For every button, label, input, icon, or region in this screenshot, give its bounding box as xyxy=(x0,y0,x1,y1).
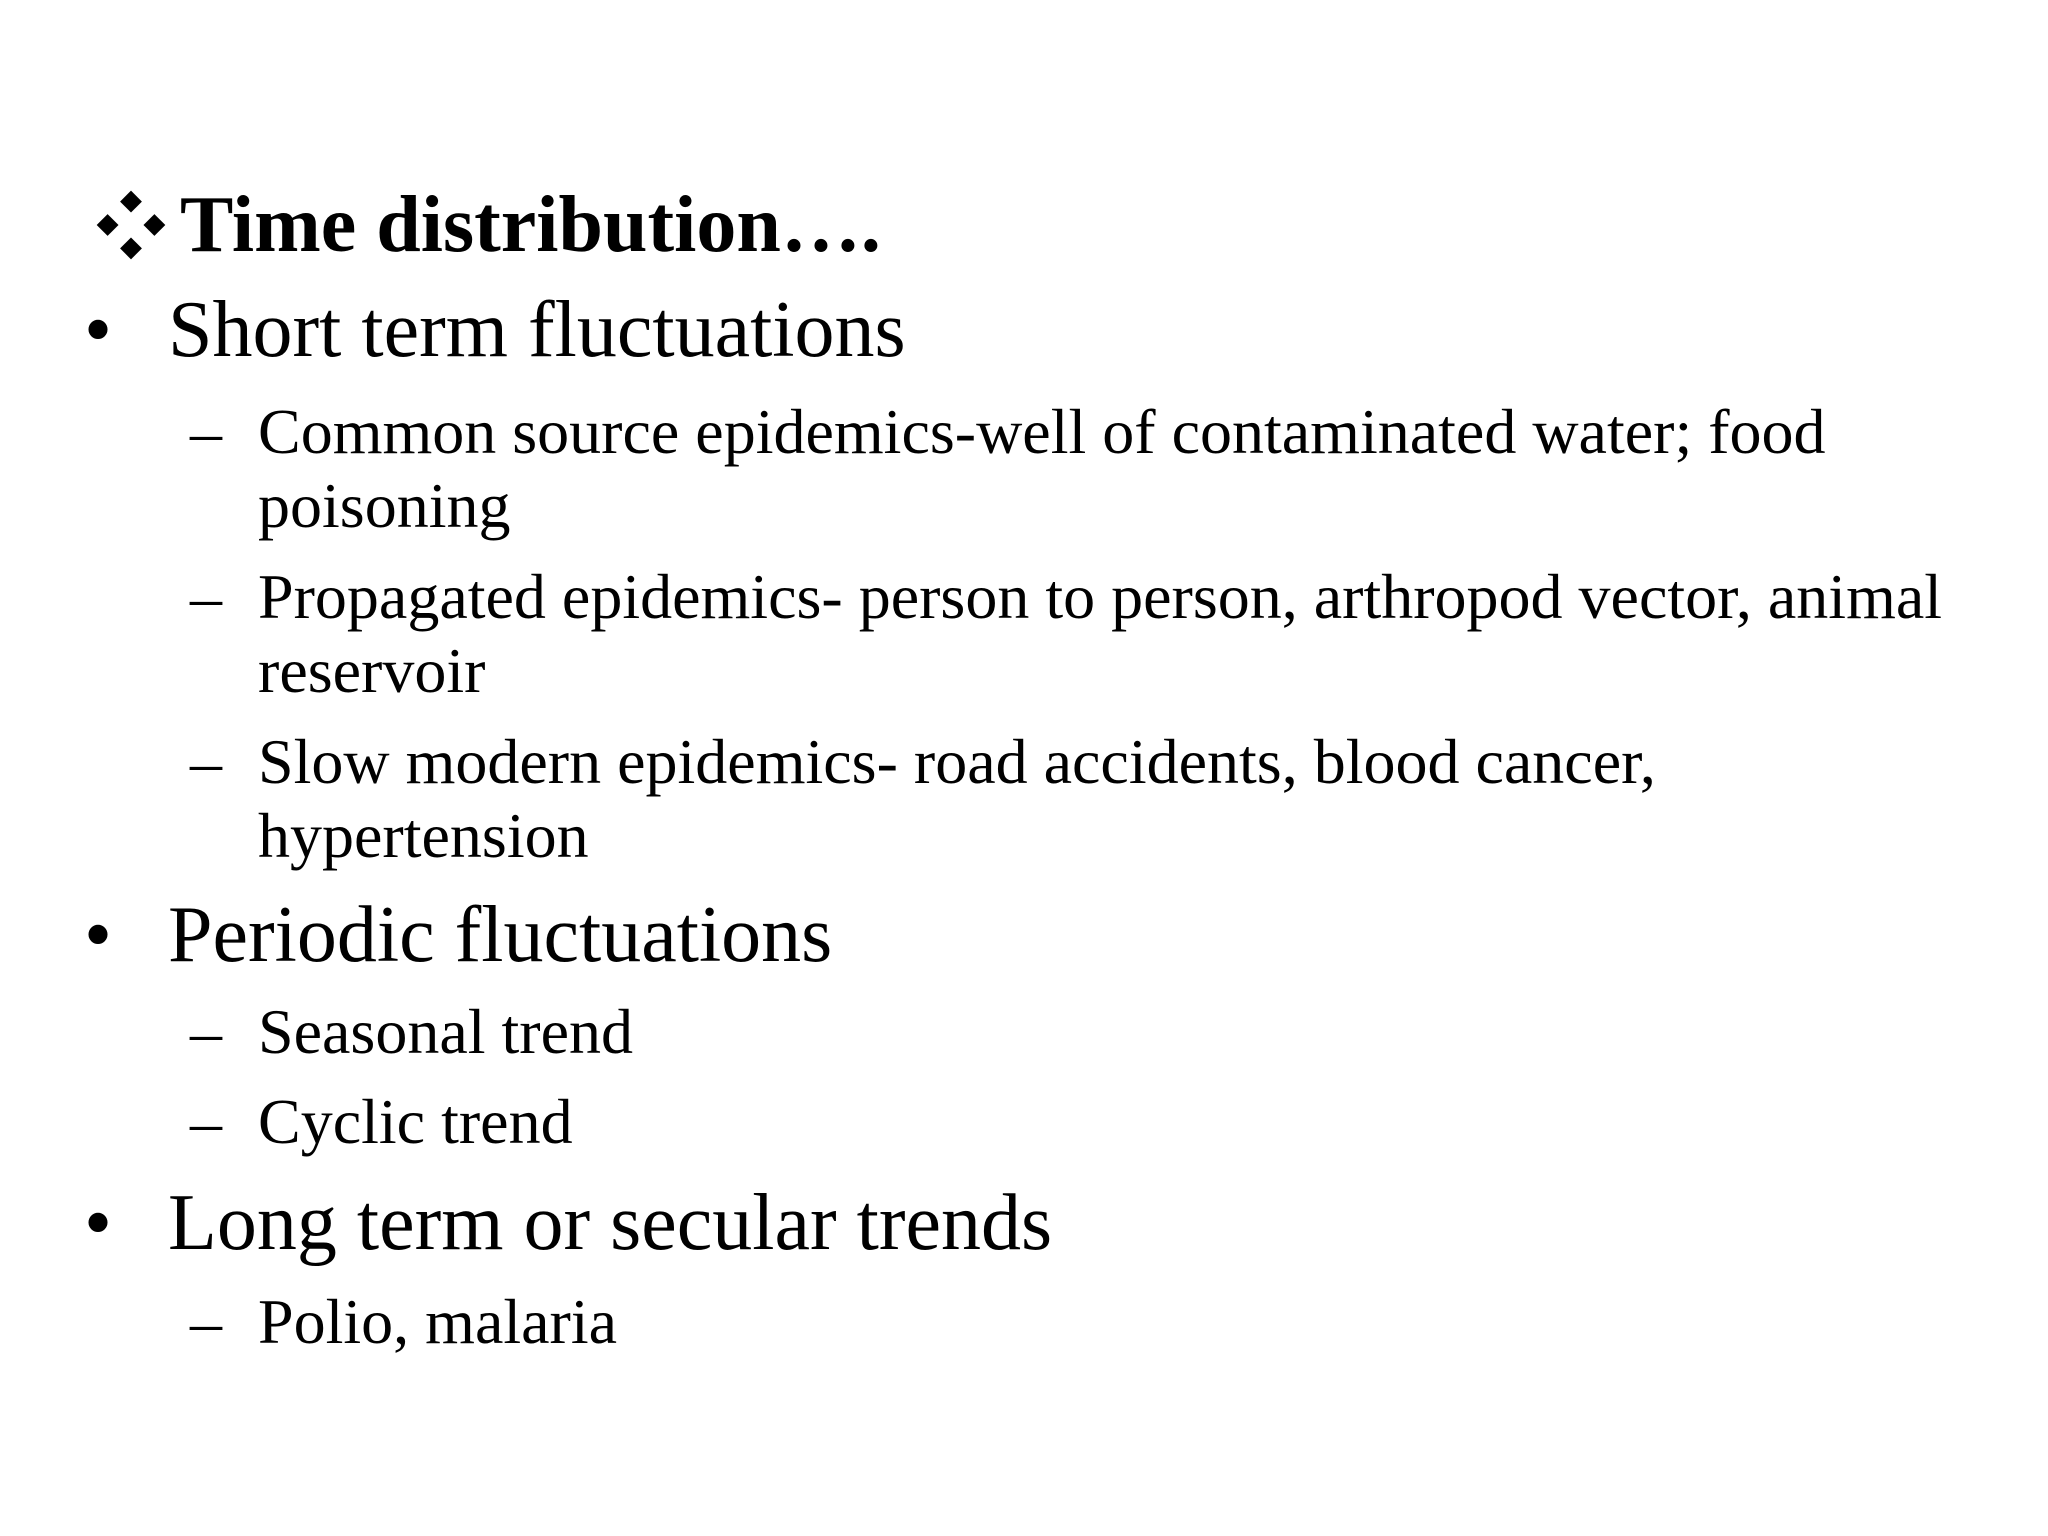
list-item-label: Long term or secular trends xyxy=(168,1179,1053,1267)
four-diamond-bullet-icon xyxy=(92,186,170,264)
sub-list-item-text: Polio, malaria xyxy=(258,1286,618,1357)
dash-icon: – xyxy=(190,726,222,797)
bullet-icon: • xyxy=(84,891,113,979)
list-item-label: Short term fluctuations xyxy=(168,286,906,374)
sub-list-item-text: Common source epidemics-well of contaminated water; food poisoning xyxy=(258,396,1826,541)
sub-list-item-text: Cyclic trend xyxy=(258,1086,573,1157)
dash-icon: – xyxy=(190,396,222,467)
dash-icon: – xyxy=(190,561,222,632)
sub-list-item-text: Propagated epidemics- person to person, arthropod vector, animal reservoir xyxy=(258,561,1943,706)
heading-text: Time distribution…. xyxy=(180,181,881,269)
sub-list-item-text: Slow modern epidemics- road accidents, blood cancer, hypertension xyxy=(258,726,1656,871)
bullet-icon: • xyxy=(84,286,113,374)
slide-heading xyxy=(92,180,881,270)
sub-list-item-text: Seasonal trend xyxy=(258,996,633,1067)
list-item-label: Periodic fluctuations xyxy=(168,891,833,979)
dash-icon: – xyxy=(190,996,222,1067)
dash-icon: – xyxy=(190,1286,222,1357)
dash-icon: – xyxy=(190,1086,222,1157)
bullet-icon: • xyxy=(84,1179,113,1267)
